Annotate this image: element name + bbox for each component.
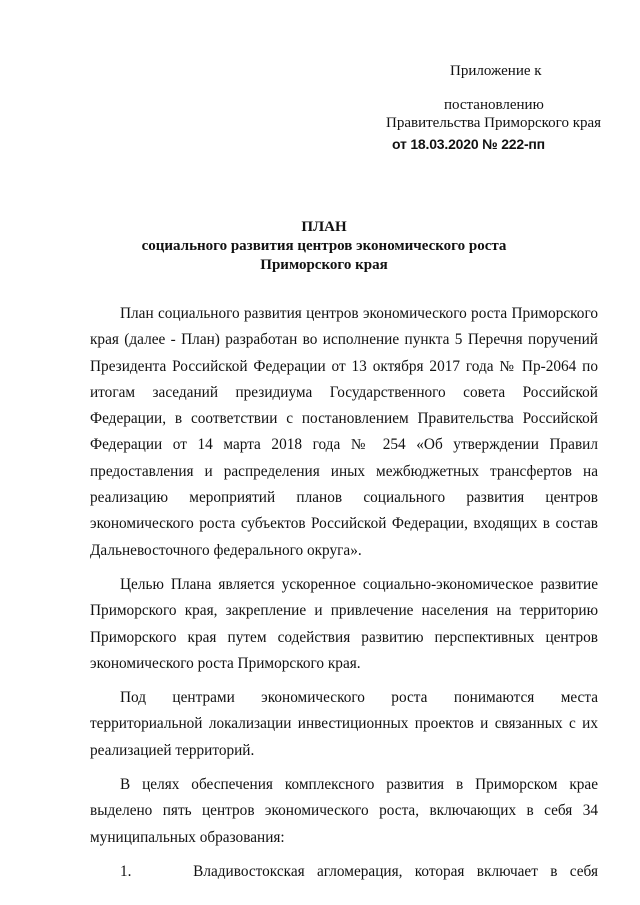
paragraph: Под центрами экономического роста понимаются места территориальной локализации инвестиционных проектов и связанных с их реализацией территорий.	[90, 689, 598, 759]
title-line: социального развития центров экономического роста	[141, 238, 507, 254]
decree-number: от 18.03.2020 № 222-пп	[392, 136, 545, 152]
paragraph: В целях обеспечения комплексного развития в Приморском крае выделено пять центров экономического роста, включающих в себя 34 муниципальных образования:	[90, 776, 598, 846]
appendix-line: Правительства Приморского края	[386, 115, 602, 131]
document-body	[90, 301, 598, 893]
list-item: 1. Владивостокская агломерация, которая включает в себя	[120, 862, 598, 880]
title-line: ПЛАН	[301, 219, 347, 235]
paragraph: План социального развития центров экономического роста Приморского края (далее - План) разработан во исполнение пункта 5 Перечня поручений Президента Российской Федерации от 13 октября 2017 года № Пр-2064 по итогам заседаний президиума Государственного совета Российской Федерации, в соответствии с постановлением Правительства Российской Федерации от 14 марта 2018 года № 254 «Об утверждении Правил предоставления и распределения иных межбюджетных трансфертов на реализацию мероприятий планов социального развития центров экономического роста субъектов Российской Федерации, входящих в состав Дальневосточного федерального округа».	[90, 305, 598, 559]
document-title	[60, 218, 588, 275]
appendix-line: Приложение к	[450, 63, 542, 79]
paragraph: Целью Плана является ускоренное социально-экономическое развитие Приморского края, закрепление и привлечение населения на территорию Приморского края путем содействия развитию перспективных центров экономического роста Приморского края.	[90, 575, 598, 672]
appendix-line: постановлению	[444, 97, 544, 113]
title-line: Приморского края	[260, 257, 388, 273]
